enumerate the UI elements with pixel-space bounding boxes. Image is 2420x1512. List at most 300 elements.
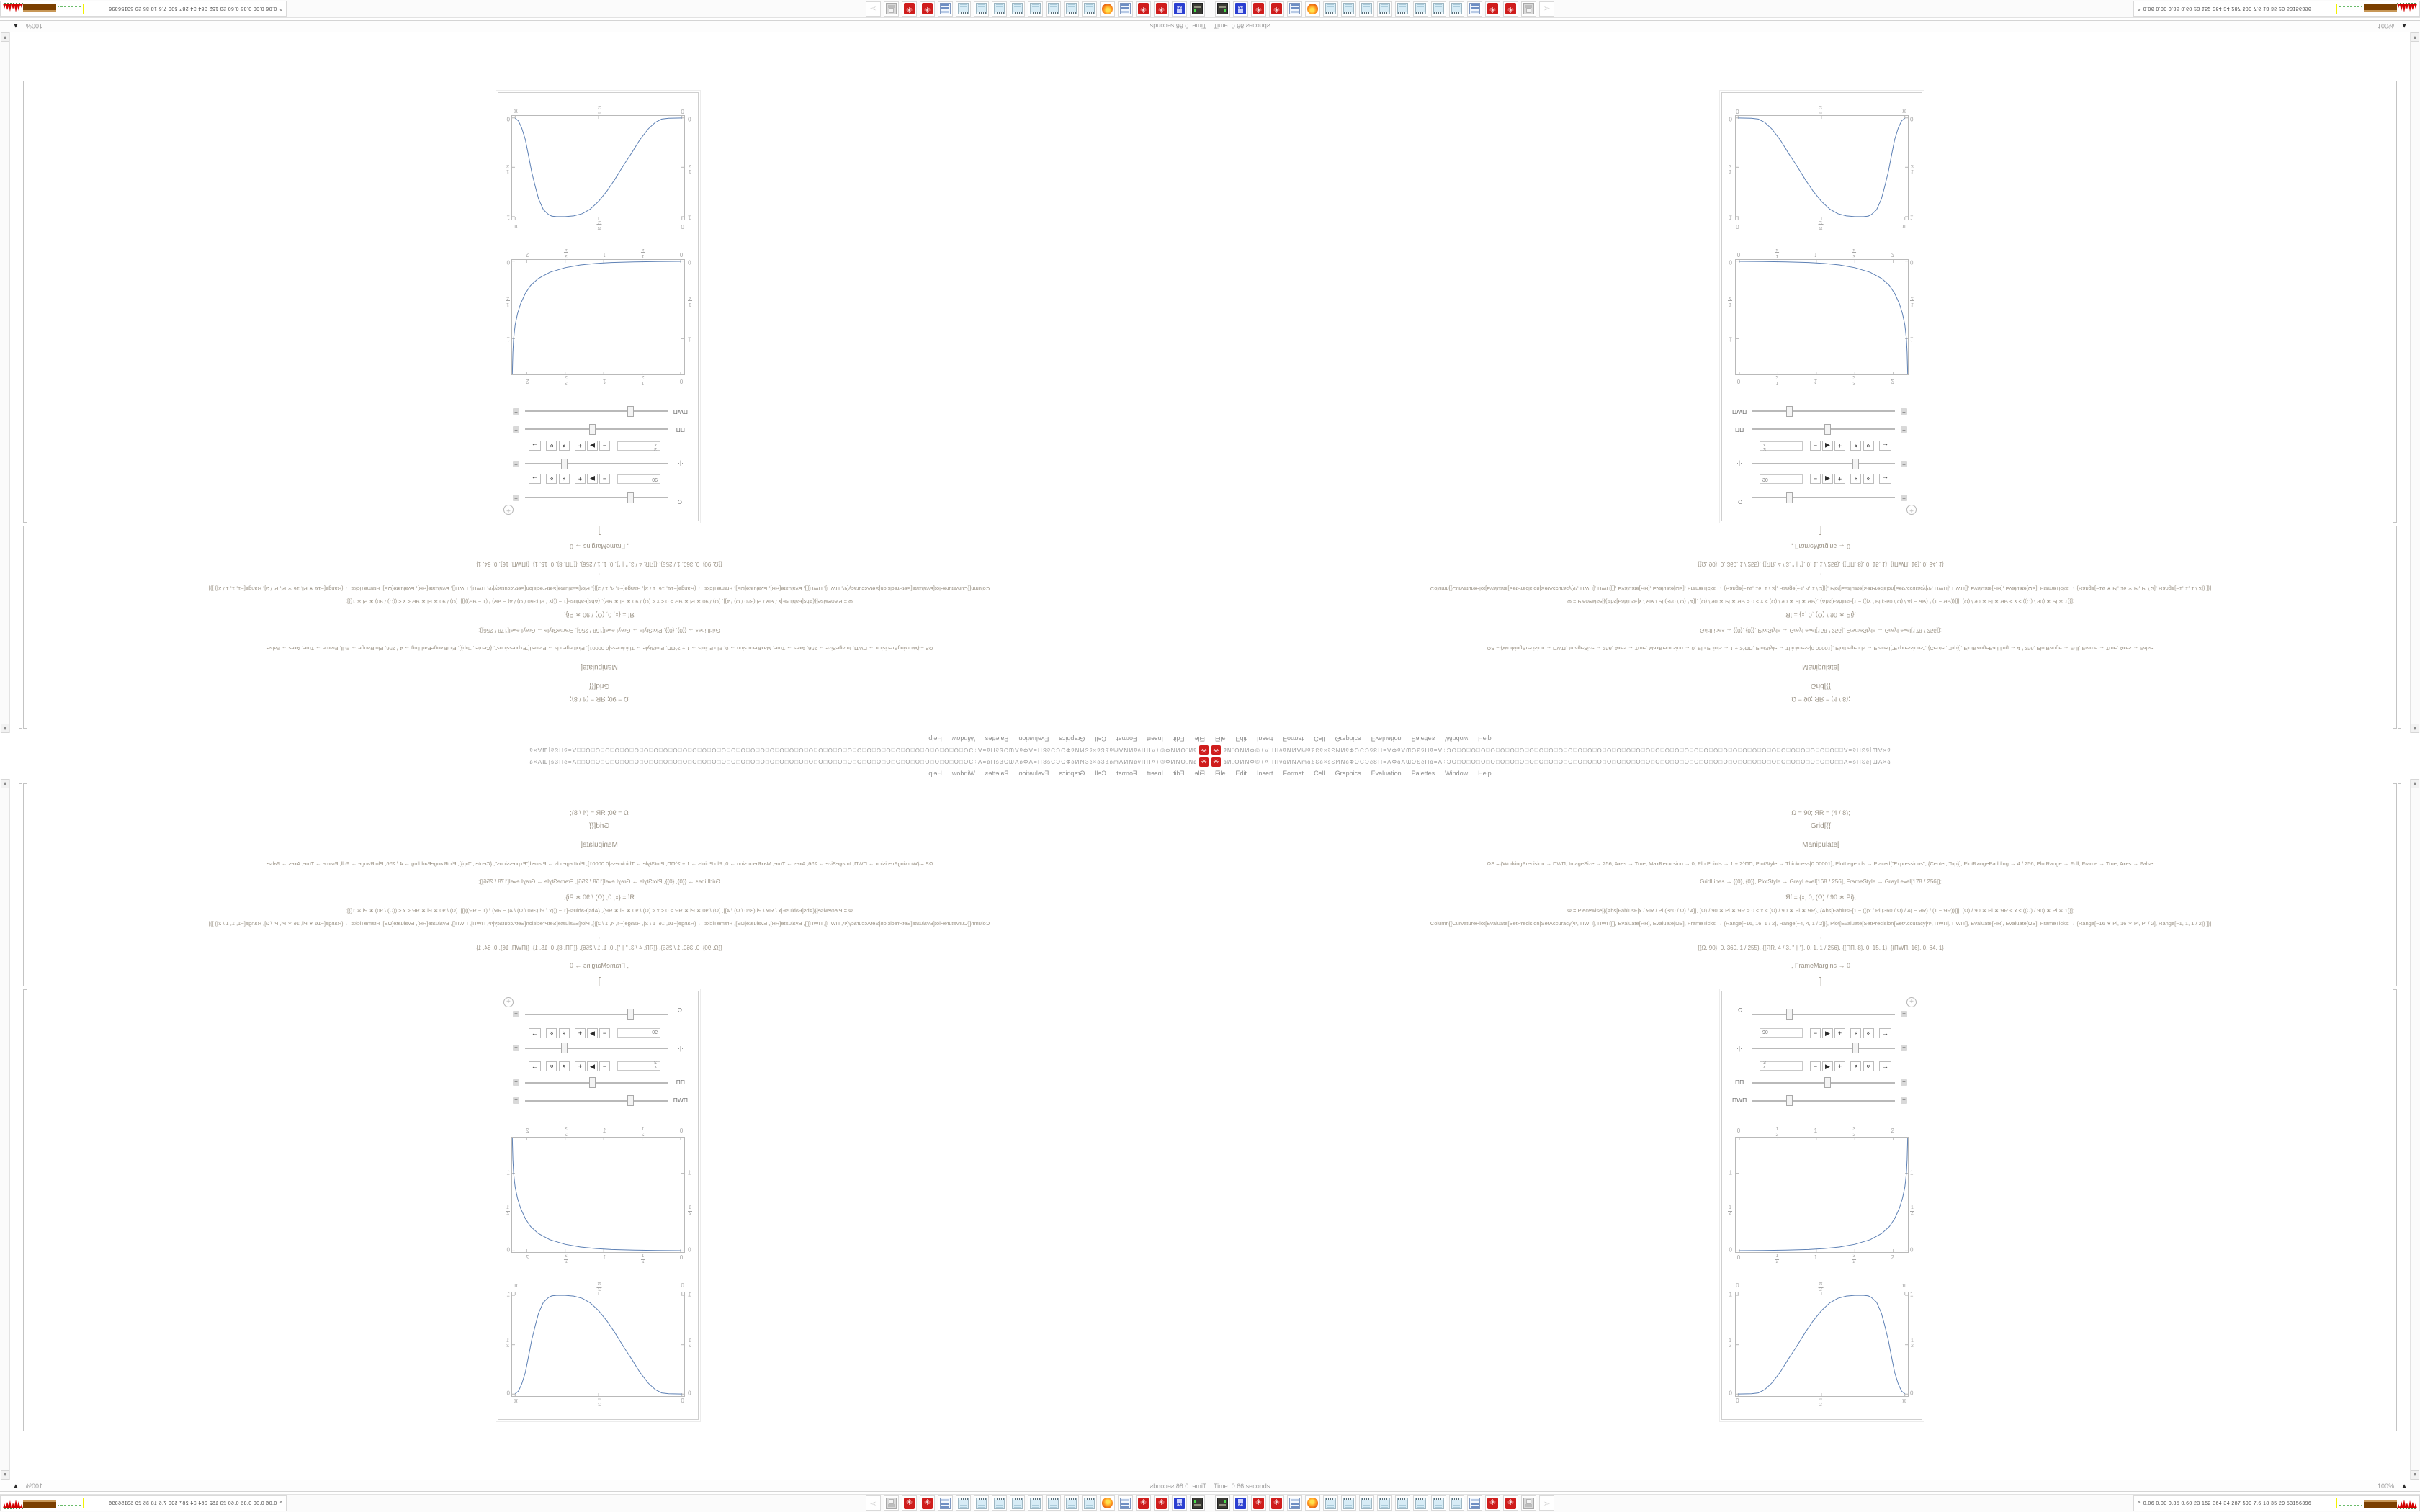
tick-label: 0 — [1910, 258, 1914, 266]
tray-arrow-icon: ^ — [279, 1500, 282, 1507]
slider-track-omega[interactable] — [1752, 1014, 1895, 1015]
tick-label: 0 — [679, 378, 684, 384]
plot2-canvas — [1736, 116, 1908, 220]
taskbar-item-floppy-disk[interactable] — [1233, 1495, 1248, 1511]
taskbar-item-calculator — [1467, 1, 1482, 17]
taskbar-item-notepad[interactable] — [1377, 1495, 1392, 1511]
slider-thumb-ratio[interactable] — [1852, 1043, 1859, 1053]
tick-label: 1 — [1729, 336, 1732, 343]
slider-track-ratio[interactable] — [1752, 1048, 1895, 1049]
slider-thumb-pp[interactable] — [1824, 1077, 1831, 1088]
calculator-icon — [940, 1498, 951, 1509]
tick-label: 2 — [526, 251, 529, 258]
slider-track-pp — [525, 428, 668, 430]
tick-label: 3 2 — [1852, 374, 1856, 385]
notepad-icon — [1012, 4, 1023, 15]
increment-button[interactable]: + — [1834, 1061, 1845, 1071]
play-button: ▶ — [1822, 441, 1833, 451]
tick-label: 1 — [506, 1169, 510, 1176]
plot2-yticks-right — [1909, 117, 1919, 220]
taskbar-item-notepad[interactable] — [1359, 1495, 1374, 1511]
play-button: ▶ — [587, 441, 598, 451]
notepad-icon — [1048, 4, 1059, 15]
code-line-9: , — [1819, 932, 1822, 939]
notebook-vscrollbar[interactable] — [2410, 779, 2420, 1480]
calculator-icon — [1120, 4, 1131, 15]
system-monitor-graph-icon — [1, 1497, 86, 1510]
play-button[interactable]: ▶ — [1822, 1028, 1833, 1038]
menu-item-file[interactable]: File — [1215, 770, 1226, 777]
expand-toggle-pwp[interactable]: + — [1901, 1097, 1907, 1104]
increment-button[interactable]: + — [1834, 1028, 1845, 1038]
window-title: ɜИ.OИNФ®+AΠΠνɞИNAmɞƩƐɞ×ɜƐИNɞФƆCƆƨƐΠ=AΦɞAƜƆƐƨΠɞ=A÷ƆO□O□O□O□O□O□O□O□O□O□O□O□O□O□O□O□O□O□O□O□O□O□O□O□O□O□O□O□O□O□O□O□O□O□O□O□O□O□O□O□□A=ɘΠƐƨ[ƜA×ɞ — [529, 758, 1196, 765]
plot2-function — [1735, 1292, 1909, 1397]
plot1-curvature — [1735, 259, 1909, 375]
value-field-omega: 90 — [1760, 474, 1803, 484]
slider-label-ratio: ·|· — [1736, 460, 1742, 467]
slider-thumb-ratio — [561, 1043, 568, 1053]
taskbar-item-notepad — [1028, 1, 1043, 17]
tick-label: 3 2 — [564, 248, 568, 258]
tick-label: π — [514, 223, 519, 230]
collapse-toggle-omega: − — [1901, 495, 1907, 501]
notepad-icon — [1451, 1498, 1462, 1509]
cell-bracket-input[interactable] — [2393, 783, 2397, 986]
system-monitor-tray — [2133, 1495, 2420, 1511]
tick-label: $\frac{1}{2}$ — [689, 1205, 691, 1216]
plot2-yticks-right — [501, 117, 511, 220]
plot1-xticks-bottom — [1735, 248, 1907, 258]
mathematica-gear-icon: ✳ — [922, 1498, 933, 1509]
tick-label: 0 — [1736, 1254, 1741, 1261]
tick-label: π — [514, 1282, 519, 1289]
taskbar-item-notepad — [1010, 1, 1025, 17]
firefox-icon — [1307, 4, 1318, 14]
code-line-7: Φ = Piecewise[{{Abs[FabiusF[x / ЯR / Pi (360 / Ω) / 4]], (Ω) / 90 ∗ Pi ∗ ЯR > 0 < x < (Ω) / 90 ∗ Pi ∗ ЯR}, {Abs[FabiusF[1 − (((x / Pi (360 / Ω) / 4( − ЯR) / (1 − ЯR))]]], (Ω) / 90 ∗ Pi ∗ ЯR < x < ((Ω) / 90) ∗ Pi ∗ 1}}]; — [345, 907, 853, 914]
window-statusbar — [1210, 1480, 2420, 1492]
cell-bracket-input — [2393, 526, 2397, 729]
taskbar-item-notepad — [956, 1495, 971, 1511]
tick-label: 0 — [681, 223, 684, 230]
tick-label: 1 2 — [641, 248, 645, 258]
speed-up-button[interactable]: » — [1850, 1061, 1861, 1071]
floppy-disk-icon: 64 — [1235, 4, 1246, 15]
taskbar-item-drive-green[interactable] — [1215, 1495, 1230, 1511]
taskbar-item-drive-green — [1190, 1, 1205, 17]
code-line-2: Grid[{{ — [1810, 822, 1832, 830]
tick-label: 0 — [688, 258, 691, 266]
taskbar-item-mathematica-red-gear[interactable] — [1485, 1495, 1500, 1511]
menu-item-evaluation[interactable]: Evaluation — [1371, 770, 1402, 777]
speed-down-button[interactable]: » — [1863, 1061, 1874, 1071]
slider-label-omega: Ω — [677, 1007, 682, 1014]
expand-toggle-pp[interactable]: + — [1901, 1079, 1907, 1086]
taskbar-item-firefox — [1100, 1, 1115, 17]
tick-label: 1 — [1814, 378, 1818, 384]
cell-bracket-output — [23, 989, 27, 1431]
taskbar-item-mathematica-red-gear — [1251, 1, 1266, 17]
taskbar-item-firefox[interactable] — [1305, 1495, 1320, 1511]
tray-arrow-icon[interactable]: ^ — [2138, 1500, 2141, 1507]
taskbar-item-notepad — [974, 1, 989, 17]
menu-item-window: Window — [1445, 735, 1469, 742]
slider-label-ratio: ·|· — [678, 460, 684, 467]
gear-icon: ✳ — [1201, 757, 1207, 766]
taskbar-item-mathematica-red-gear — [1136, 1495, 1151, 1511]
mathematica-gear-icon: ✳ — [1156, 1498, 1167, 1509]
tick-label: 1 — [602, 378, 606, 384]
code-line-11: , FrameMargins → 0 — [1791, 962, 1851, 969]
menu-item-file: File — [1194, 735, 1205, 742]
taskbar-item-notepad[interactable] — [1431, 1495, 1446, 1511]
plot1-canvas — [512, 260, 684, 374]
tick-label: 1 — [1729, 1169, 1732, 1176]
slider-thumb-pwp[interactable] — [1786, 1095, 1793, 1106]
taskbar-item-floppy-disk — [1172, 1, 1187, 17]
magnification-dropdown-icon: ▲ — [13, 23, 19, 30]
taskbar-item-notepad[interactable] — [1395, 1495, 1410, 1511]
code-line-12: ] — [1819, 526, 1822, 537]
evaluation-time: Time: 0.66 seconds — [1214, 22, 1270, 30]
taskbar-item-pointer-faded — [1539, 1, 1554, 17]
tick-label: 2 — [526, 378, 529, 384]
window-titlebar[interactable] — [1210, 756, 2420, 768]
increment-button: + — [575, 1028, 586, 1038]
tick-label: 0 — [1736, 108, 1739, 114]
menu-item-format[interactable]: Format — [1283, 770, 1304, 777]
menu-item-file: File — [1194, 770, 1205, 777]
plot1-canvas — [1736, 260, 1908, 374]
menu-item-format: Format — [1283, 735, 1304, 742]
tick-label: 1 — [688, 1169, 691, 1176]
slider-track-pp[interactable] — [1752, 1082, 1895, 1084]
plot2-xticks-top — [513, 220, 685, 230]
calculator-icon — [1469, 1498, 1480, 1509]
slider-track-pwp — [525, 1100, 668, 1102]
tick-label: $\frac{1}{2}$ — [689, 1338, 691, 1349]
slider-thumb-omega[interactable] — [1786, 1009, 1793, 1020]
scroll-up-icon[interactable]: ▲ — [2411, 779, 2419, 788]
mathematica-gear-icon: ✳ — [1271, 1498, 1282, 1509]
taskbar — [1210, 0, 2420, 18]
taskbar-item-mathematica-red-gear[interactable] — [1251, 1495, 1266, 1511]
tick-label: 0 — [506, 258, 510, 266]
gear-icon: ✳ — [1213, 746, 1219, 755]
notepad-icon — [1361, 1498, 1372, 1509]
tick-label: $\frac{1}{2}$ — [1729, 1205, 1731, 1216]
tick-label: $\frac{\pi}{2}$ — [1819, 1282, 1823, 1292]
gear-icon: ✳ — [1201, 746, 1207, 755]
mathematica-gear-icon: ✳ — [1253, 4, 1264, 15]
taskbar-item-mathematica-red-gear[interactable] — [1503, 1495, 1518, 1511]
plot1-yticks-right — [501, 1137, 511, 1254]
code-line-1: Ω = 90; ЯR = (4 / 8); — [570, 696, 629, 703]
menu-item-cell: Cell — [1095, 770, 1106, 777]
taskbar-item-pointer-faded[interactable] — [1539, 1495, 1554, 1511]
slider-track-ratio — [525, 1048, 668, 1049]
drive-green-icon — [1192, 4, 1203, 15]
value-field-omega: 90 — [617, 474, 660, 484]
cell-bracket-input — [23, 526, 27, 729]
collapse-toggle-ratio: − — [513, 1045, 519, 1051]
tick-label: 0 — [1910, 1246, 1914, 1254]
mathematica-app-icon — [1211, 745, 1221, 755]
play-button[interactable]: ▶ — [1822, 1061, 1833, 1071]
mathematica-app-icon — [1199, 757, 1209, 767]
taskbar-item-calculator[interactable] — [1467, 1495, 1482, 1511]
code-line-7: Φ = Piecewise[{{Abs[FabiusF[x / ЯR / Pi (360 / Ω) / 4]], (Ω) / 90 ∗ Pi ∗ ЯR > 0 < x < (Ω) / 90 ∗ Pi ∗ ЯR}, {Abs[FabiusF[1 − (((x / Pi (360 / Ω) / 4( − ЯR) / (1 − ЯR))]]], (Ω) / 90 ∗ Pi ∗ ЯR < x < ((Ω) / 90) ∗ Pi ∗ 1}}]; — [1567, 598, 2075, 605]
code-line-4: ΩS = {WorkingPrecision → ΠWΠ, ImageSize → 256, Axes → True, MaxRecursion → 0, PlotPoints → 1 + 2^ΠΠ, PlotStyle → Thickness[0.00001], PlotLegends → Placed["Expressions", {Center, Top}], PlotRangePadding → 4 / 256, PlotRange → Full, Frame → True, Axes → False, — [265, 860, 933, 867]
menu-item-cell: Cell — [1095, 735, 1106, 742]
scroll-down-icon[interactable]: ▼ — [2411, 1470, 2419, 1480]
menu-item-window[interactable]: Window — [1445, 770, 1469, 777]
tick-label: 3 2 — [564, 374, 568, 385]
taskbar-item-mathematica-red-gear — [920, 1, 935, 17]
tick-label: 0 — [1729, 115, 1732, 122]
taskbar-item-notepad — [1431, 1, 1446, 17]
direction-button: → — [529, 474, 541, 484]
tick-label: 1 2 — [1911, 163, 1914, 174]
menu-item-insert[interactable]: Insert — [1257, 770, 1273, 777]
tick-label: π 2 — [597, 220, 601, 230]
taskbar-item-floppy-disk — [1172, 1495, 1187, 1511]
calculator-icon — [940, 4, 951, 15]
menu-item-graphics: Graphics — [1059, 770, 1085, 777]
window-titlebar — [1210, 744, 2420, 756]
taskbar-item-notepad[interactable] — [1449, 1495, 1464, 1511]
decrement-button: − — [599, 1028, 610, 1038]
tick-label: 2 — [526, 1128, 529, 1134]
menu-item-format: Format — [1116, 735, 1137, 742]
menu-item-cell: Cell — [1314, 735, 1325, 742]
tick-label: 1 2 — [1729, 296, 1731, 307]
direction-button[interactable]: → — [1879, 1028, 1891, 1038]
menu-item-help[interactable]: Help — [1478, 770, 1492, 777]
notepad-icon — [1415, 4, 1426, 15]
tick-label: $\frac{1}{2}$ — [1911, 1205, 1914, 1216]
drive-green-icon — [1217, 1498, 1228, 1509]
collapse-toggle-omega[interactable]: − — [1901, 1011, 1907, 1017]
slider-track-pwp — [1752, 410, 1895, 412]
menu-bar — [1210, 768, 2420, 779]
tick-label: 1 — [506, 214, 510, 221]
decrement-button: − — [599, 1061, 610, 1071]
tick-label: 1 — [1910, 214, 1914, 221]
mathematica-app-icon — [1211, 757, 1221, 767]
tick-label: 2 — [526, 1254, 529, 1261]
tick-label: 1 — [602, 1254, 606, 1261]
menu-item-format: Format — [1116, 770, 1137, 777]
value-field-omega[interactable]: 90 — [1760, 1028, 1803, 1038]
decrement-button: − — [599, 474, 610, 484]
system-monitor-values: 0.06 0.00 0.35 0.60 23 152 364 34 287 590 7.6 18 35 29 53156396 — [2143, 6, 2312, 12]
window-title: ɜИ.OИNФ®+AΠΠνɞИNAmɞƩƐɞ×ɜƐИNɞФƆCƆƨƐΠ=AΦɞAƜƆƐƨΠɞ=A÷ƆO□O□O□O□O□O□O□O□O□O□O□O□O□O□O□O□O□O□O□O□O□O□O□O□O□O□O□O□O□O□O□O□O□O□O□O□O□O□O□O□□A=ɘΠƐƨ[ƜA×ɞ — [1224, 747, 1891, 754]
tick-label: $\frac{1}{2}$ — [1729, 1338, 1731, 1349]
notepad-icon — [1361, 4, 1372, 15]
tick-label: 0 — [506, 1390, 510, 1397]
slider-label-omega: Ω — [1738, 498, 1743, 505]
slider-track-omega — [1752, 497, 1895, 498]
plot2-xticks-top — [1735, 1282, 1907, 1292]
taskbar-item-drive-green — [1190, 1495, 1205, 1511]
taskbar-item-notepad — [992, 1495, 1007, 1511]
system-monitor-values: 0.06 0.00 0.35 0.60 23 152 364 34 287 590 7.6 18 35 29 53156396 — [108, 1500, 277, 1506]
speed-up-button: » — [559, 1028, 570, 1038]
taskbar-item-notepad — [1064, 1, 1079, 17]
taskbar-item-notepad — [1082, 1, 1097, 17]
taskbar-item-notepad — [974, 1495, 989, 1511]
tick-label: 0 — [688, 1246, 691, 1254]
code-line-6: Яf = {x, 0, (Ω) / 90 ∗ Pi}; — [1785, 894, 1857, 901]
tick-label: 1 — [1814, 251, 1818, 258]
speed-down-button: » — [546, 474, 557, 484]
cell-bracket-output[interactable] — [2393, 989, 2397, 1431]
slider-thumb-pp — [589, 424, 596, 435]
menu-item-palettes[interactable]: Palettes — [1411, 770, 1435, 777]
expand-toggle-pp: + — [513, 426, 519, 433]
magnification-dropdown-icon[interactable]: ▲ — [2401, 1482, 2407, 1489]
direction-button: → — [1879, 474, 1891, 484]
speed-up-button: » — [1850, 441, 1861, 451]
taskbar-item-notepad — [1341, 1, 1356, 17]
code-line-10: {{Ω, 90}, 0, 360, 1 / 255}, {{ЯR, 4 / 3, "·|·"}, 0, 1, 1 / 256}, {{ΠΠ, 8}, 0, 15, 1}, {{ΠWΠ, 16}, 0, 64, 1} — [1698, 945, 1944, 951]
code-line-12: ] — [598, 975, 601, 986]
tray-arrow-icon: ^ — [2138, 5, 2141, 12]
system-monitor-tray — [2133, 1, 2420, 17]
collapse-toggle-ratio[interactable]: − — [1901, 1045, 1907, 1051]
direction-button: → — [1879, 441, 1891, 451]
expand-toggle-pp: + — [1901, 426, 1907, 433]
collapse-toggle-ratio: − — [513, 461, 519, 467]
speed-up-button: » — [559, 441, 570, 451]
tick-label: 1 2 — [1729, 163, 1731, 174]
mathematica-app-icon — [1199, 745, 1209, 755]
speed-up-button[interactable]: » — [1850, 1028, 1861, 1038]
slider-thumb-pwp — [627, 406, 634, 417]
taskbar-item-notepad[interactable] — [1323, 1495, 1338, 1511]
taskbar-item-notepad[interactable] — [1413, 1495, 1428, 1511]
menu-item-palettes: Palettes — [1411, 735, 1435, 742]
tick-label: 1 2 — [689, 163, 691, 174]
tick-label: 2 — [1891, 1254, 1894, 1261]
taskbar — [0, 0, 1210, 18]
tick-label: 1 — [1910, 1291, 1914, 1298]
decrement-button[interactable]: − — [1810, 1061, 1821, 1071]
taskbar-item-mathematica-red-gear[interactable] — [1269, 1495, 1284, 1511]
tick-label: $\frac{\pi}{2}$ — [597, 1397, 601, 1408]
tick-label: 0 — [1736, 223, 1739, 230]
menu-item-edit[interactable]: Edit — [1235, 770, 1247, 777]
play-button: ▶ — [587, 1061, 598, 1071]
taskbar-item-notepad — [1413, 1, 1428, 17]
menu-item-window: Window — [951, 770, 975, 777]
menu-item-graphics[interactable]: Graphics — [1335, 770, 1361, 777]
speed-up-button: » — [559, 474, 570, 484]
notepad-icon — [1343, 1498, 1354, 1509]
code-line-5: GridLines → {{0}, {0}}, PlotStyle → GrayLevel[168 / 256], FrameStyle → GrayLevel[178 / 256]}; — [478, 878, 720, 885]
tick-label: 1 — [688, 336, 691, 343]
scroll-up-icon: ▲ — [2411, 724, 2419, 733]
manipulate-panel — [1721, 92, 1922, 521]
scroll-up-icon: ▲ — [1, 779, 9, 788]
speed-up-button: » — [1850, 474, 1861, 484]
slider-thumb-pwp — [1786, 406, 1793, 417]
cell-bracket-group — [2398, 81, 2401, 729]
code-line-6: Яf = {x, 0, (Ω) / 90 ∗ Pi}; — [563, 611, 635, 618]
calculator-icon — [1469, 4, 1480, 15]
taskbar-item-calculator — [938, 1495, 953, 1511]
plot2-yticks-left — [686, 117, 696, 220]
evaluation-time: Time: 0.66 seconds — [1150, 1482, 1206, 1490]
plot1-yticks-right — [1909, 1137, 1919, 1254]
taskbar-item-mathematica-red-gear — [1154, 1495, 1169, 1511]
taskbar-item-calculator — [938, 1, 953, 17]
taskbar-item-firefox — [1100, 1495, 1115, 1511]
tick-label: 1 — [1729, 214, 1732, 221]
notebook-vscrollbar — [0, 32, 10, 733]
slider-label-omega: Ω — [1738, 1007, 1743, 1014]
firefox-icon — [1102, 1498, 1113, 1508]
decrement-button[interactable]: − — [1810, 1028, 1821, 1038]
direction-button[interactable]: → — [1879, 1061, 1891, 1071]
speed-down-button[interactable]: » — [1863, 1028, 1874, 1038]
value-field-ratio[interactable]: $\frac{3}{4}$ — [1760, 1061, 1803, 1071]
magnification-value[interactable]: 100% — [2378, 1482, 2395, 1490]
direction-button: → — [529, 1028, 541, 1038]
taskbar-item-notepad — [1046, 1, 1061, 17]
printer-icon — [886, 1498, 897, 1509]
slider-label-omega: Ω — [677, 498, 682, 505]
menu-item-edit: Edit — [1173, 735, 1185, 742]
plot1-xticks-bottom — [513, 248, 685, 258]
manipulate-panel — [1721, 991, 1922, 1420]
play-button: ▶ — [587, 1028, 598, 1038]
speed-down-button: » — [1863, 441, 1874, 451]
menu-item-palettes: Palettes — [985, 770, 1009, 777]
expand-toggle-pwp: + — [1901, 408, 1907, 415]
tick-label: 0 — [679, 1128, 684, 1134]
tick-label: $\frac{3}{2}$ — [564, 1127, 568, 1138]
calculator-icon — [1120, 1498, 1131, 1509]
taskbar-item-calculator[interactable] — [1287, 1495, 1302, 1511]
taskbar-item-printer[interactable] — [1521, 1495, 1536, 1511]
slider-label-pp: ΠΠ — [676, 426, 685, 433]
plot1-yticks-left — [686, 258, 696, 375]
cell-bracket-group[interactable] — [2398, 783, 2401, 1431]
taskbar-item-drive-green — [1215, 1, 1230, 17]
taskbar-item-notepad[interactable] — [1341, 1495, 1356, 1511]
taskbar-item-printer — [884, 1, 899, 17]
tick-label: π — [1901, 223, 1906, 230]
value-field-ratio: $\frac{3}{4}$ — [617, 1061, 660, 1071]
taskbar-item-notepad — [1359, 1, 1374, 17]
pointer-faded-icon: ➣ — [869, 1498, 877, 1508]
window-statusbar — [1210, 20, 2420, 32]
menu-item-cell[interactable]: Cell — [1314, 770, 1325, 777]
code-line-9: , — [598, 573, 601, 580]
manipulate-settings-button[interactable]: + — [1906, 997, 1917, 1007]
mathematica-gear-icon: ✳ — [1138, 4, 1149, 15]
slider-track-pwp[interactable] — [1752, 1100, 1895, 1102]
slider-label-pp: ΠΠ — [676, 1079, 685, 1086]
notepad-icon — [1397, 1498, 1408, 1509]
direction-button: → — [529, 1061, 541, 1071]
mathematica-gear-icon: ✳ — [1487, 4, 1498, 15]
taskbar-item-notepad — [956, 1, 971, 17]
tick-label: $\frac{1}{2}$ — [1911, 1338, 1914, 1349]
notepad-icon — [1379, 4, 1390, 15]
code-line-2: Grid[{{ — [1810, 682, 1832, 690]
